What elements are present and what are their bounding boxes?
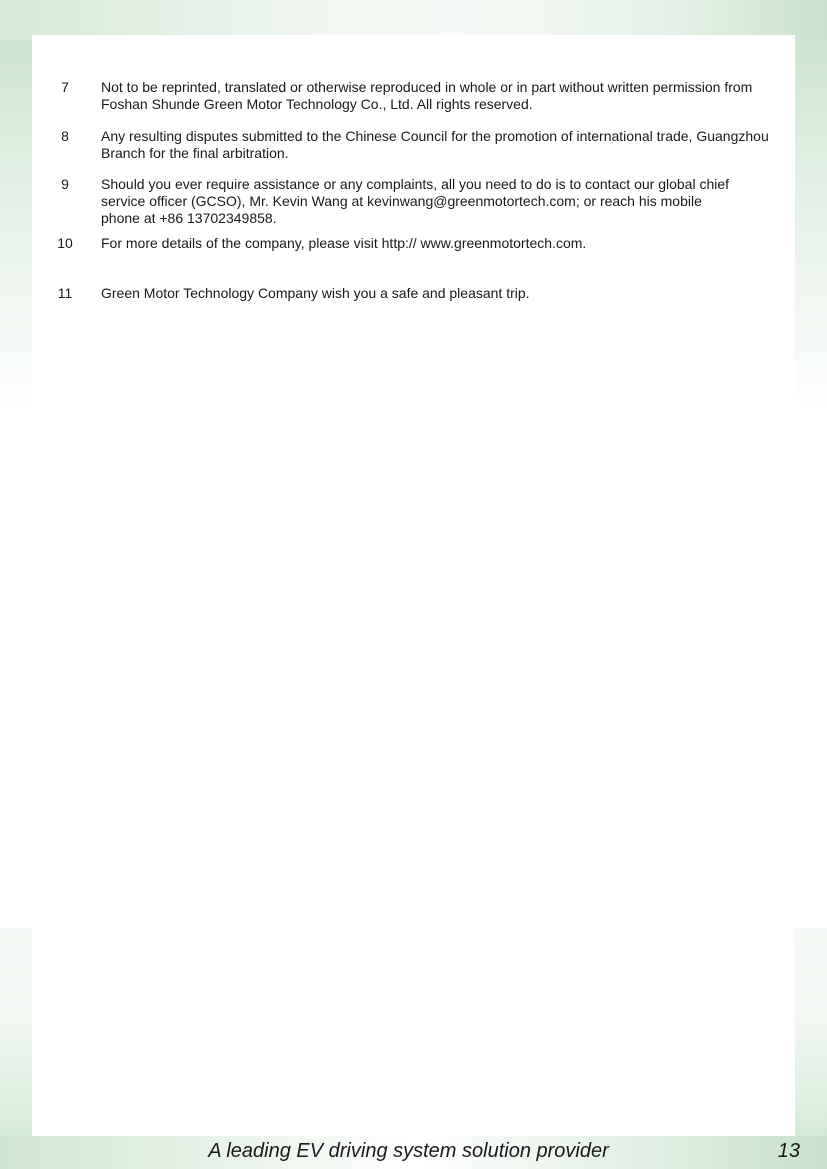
list-item-text: Should you ever require assistance or any complaints, all you need to do is to contact our global chief service officer (GCSO), Mr. Kevin Wang at kevinwang@greenmotortech.com; or reach his mobile phone at +86 13702349858.: [101, 176, 730, 226]
list-item-text: Green Motor Technology Company wish you a safe and pleasant trip.: [101, 285, 530, 301]
list-item-number: 8: [61, 128, 69, 144]
list-item-text: For more details of the company, please visit http:// www.greenmotortech.com.: [101, 235, 587, 251]
list-item-number: 10: [57, 235, 73, 251]
footer-tagline: [0, 1139, 827, 1163]
page-background-top-band: [0, 0, 827, 40]
list-item-text: Not to be reprinted, translated or otherwise reproduced in whole or in part without written permission from Foshan Shunde Green Motor Technology Co., Ltd. All rights reserved.: [101, 79, 753, 112]
footer-tagline-text: A leading EV driving system solution provider: [208, 1140, 609, 1162]
page-number: 13: [777, 1140, 800, 1162]
list-item-number: 11: [57, 285, 73, 301]
list-item-text: Any resulting disputes submitted to the Chinese Council for the promotion of international trade, Guangzhou Branch for the final arbitration.: [101, 128, 769, 161]
list-item-number: 7: [61, 79, 69, 95]
list-item-number: 9: [61, 176, 69, 192]
